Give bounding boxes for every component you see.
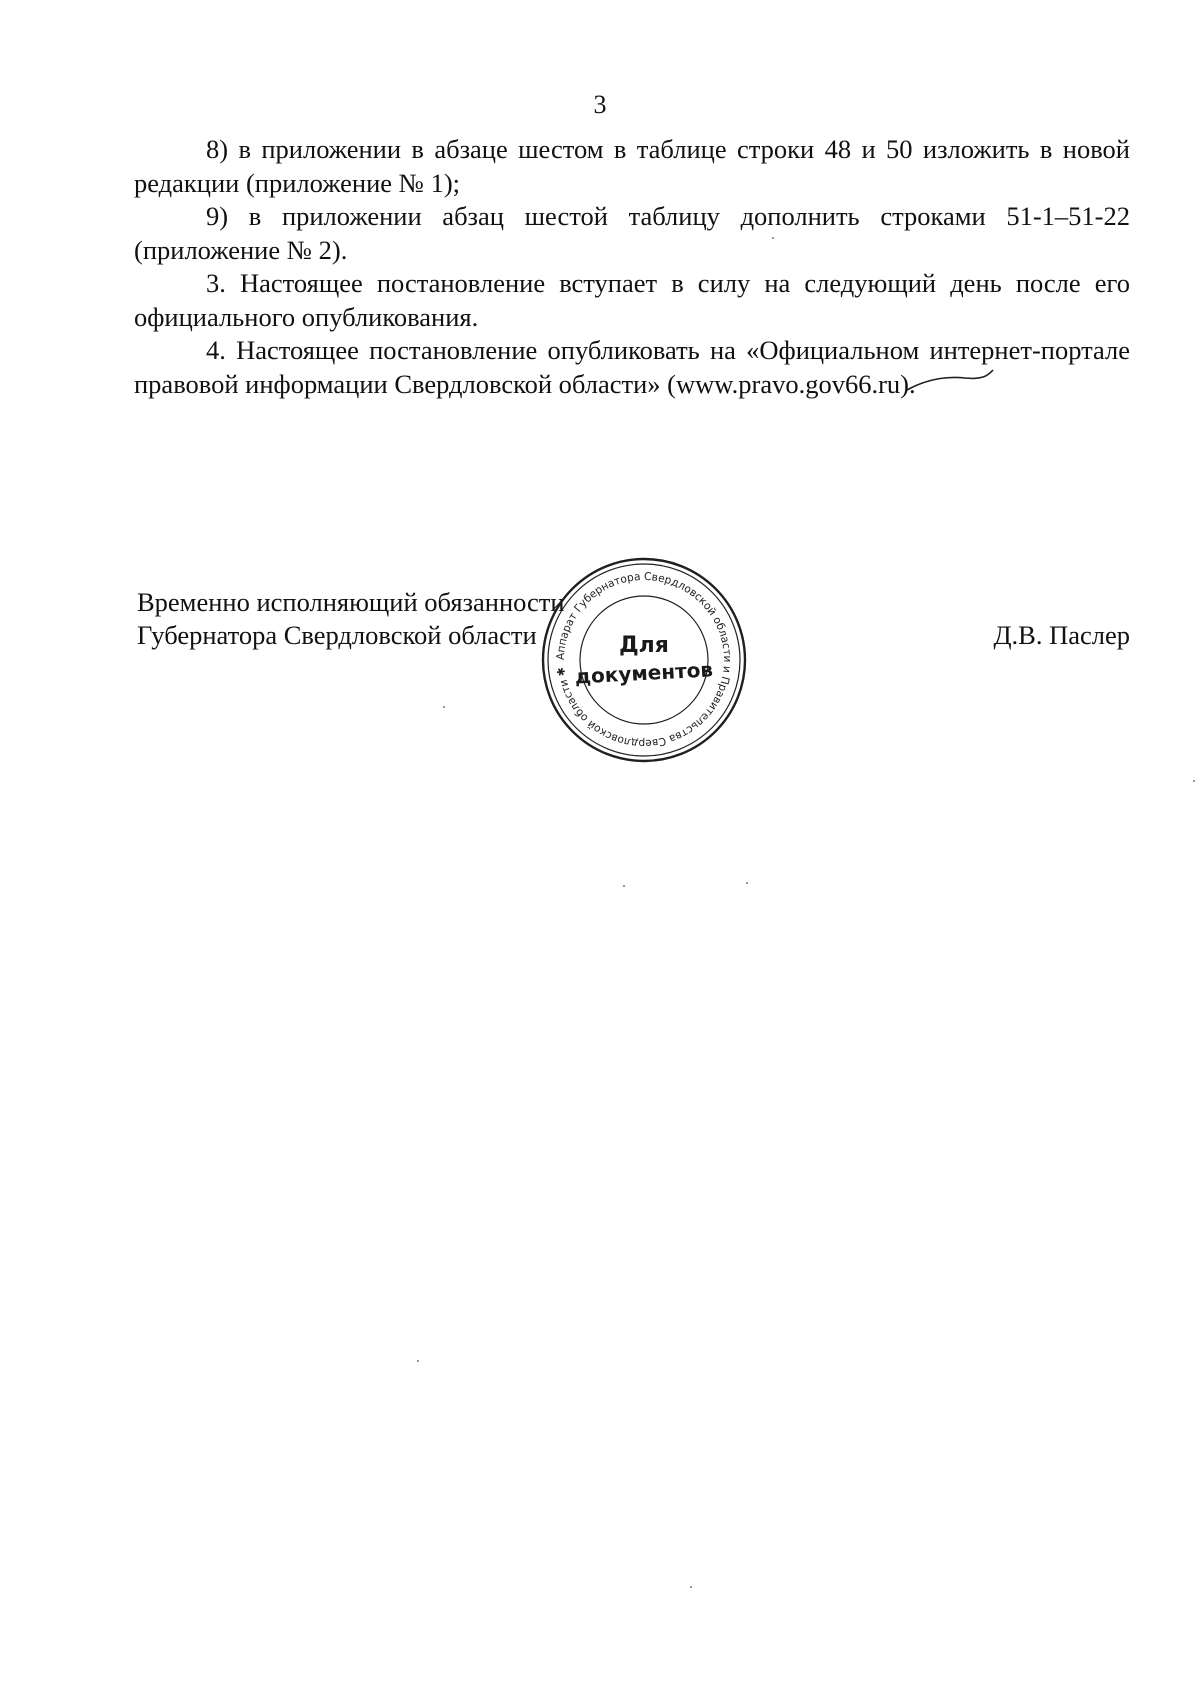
document-body [134, 133, 1130, 401]
paragraph-item-9: 9) в приложении абзац шестой таблицу дополнить строками 51-1–51-22 (приложение № 2). [134, 201, 1130, 265]
scan-speck [417, 1360, 419, 1362]
signature-title-line1: Временно исполняющий обязанности [137, 587, 565, 617]
scan-speck [1193, 780, 1195, 782]
scan-speck [443, 706, 445, 708]
scan-speck [690, 1586, 692, 1588]
signatory-name: Д.В. Паслер [993, 620, 1130, 650]
seal-center-line2: документов [574, 657, 714, 689]
signature-title [137, 586, 565, 652]
page-number: 3 [593, 90, 607, 119]
paragraph-clause-3: 3. Настоящее постановление вступает в силу на следующий день после его официального опубликования. [134, 268, 1130, 332]
seal-graphic [540, 556, 748, 764]
paragraph-item-8: 8) в приложении в абзаце шестом в таблице строки 48 и 50 изложить в новой редакции (приложение № 1); [134, 134, 1130, 198]
signature-title-line2: Губернатора Свердловской области [137, 620, 537, 650]
seal-center-line1: Для [619, 633, 669, 658]
scan-speck [772, 237, 774, 239]
seal-ring-text: Аппарат Губернатора Свердловской области и Правительства Свердловской области ✱ [553, 569, 735, 751]
scan-speck [623, 885, 625, 887]
paragraph-clause-4: 4. Настоящее постановление опубликовать на «Официальном интернет-портале правовой информации Свердловской области» (www.pravo.gov66.ru). [134, 335, 1130, 399]
official-seal [540, 556, 748, 764]
scan-speck [746, 882, 748, 884]
